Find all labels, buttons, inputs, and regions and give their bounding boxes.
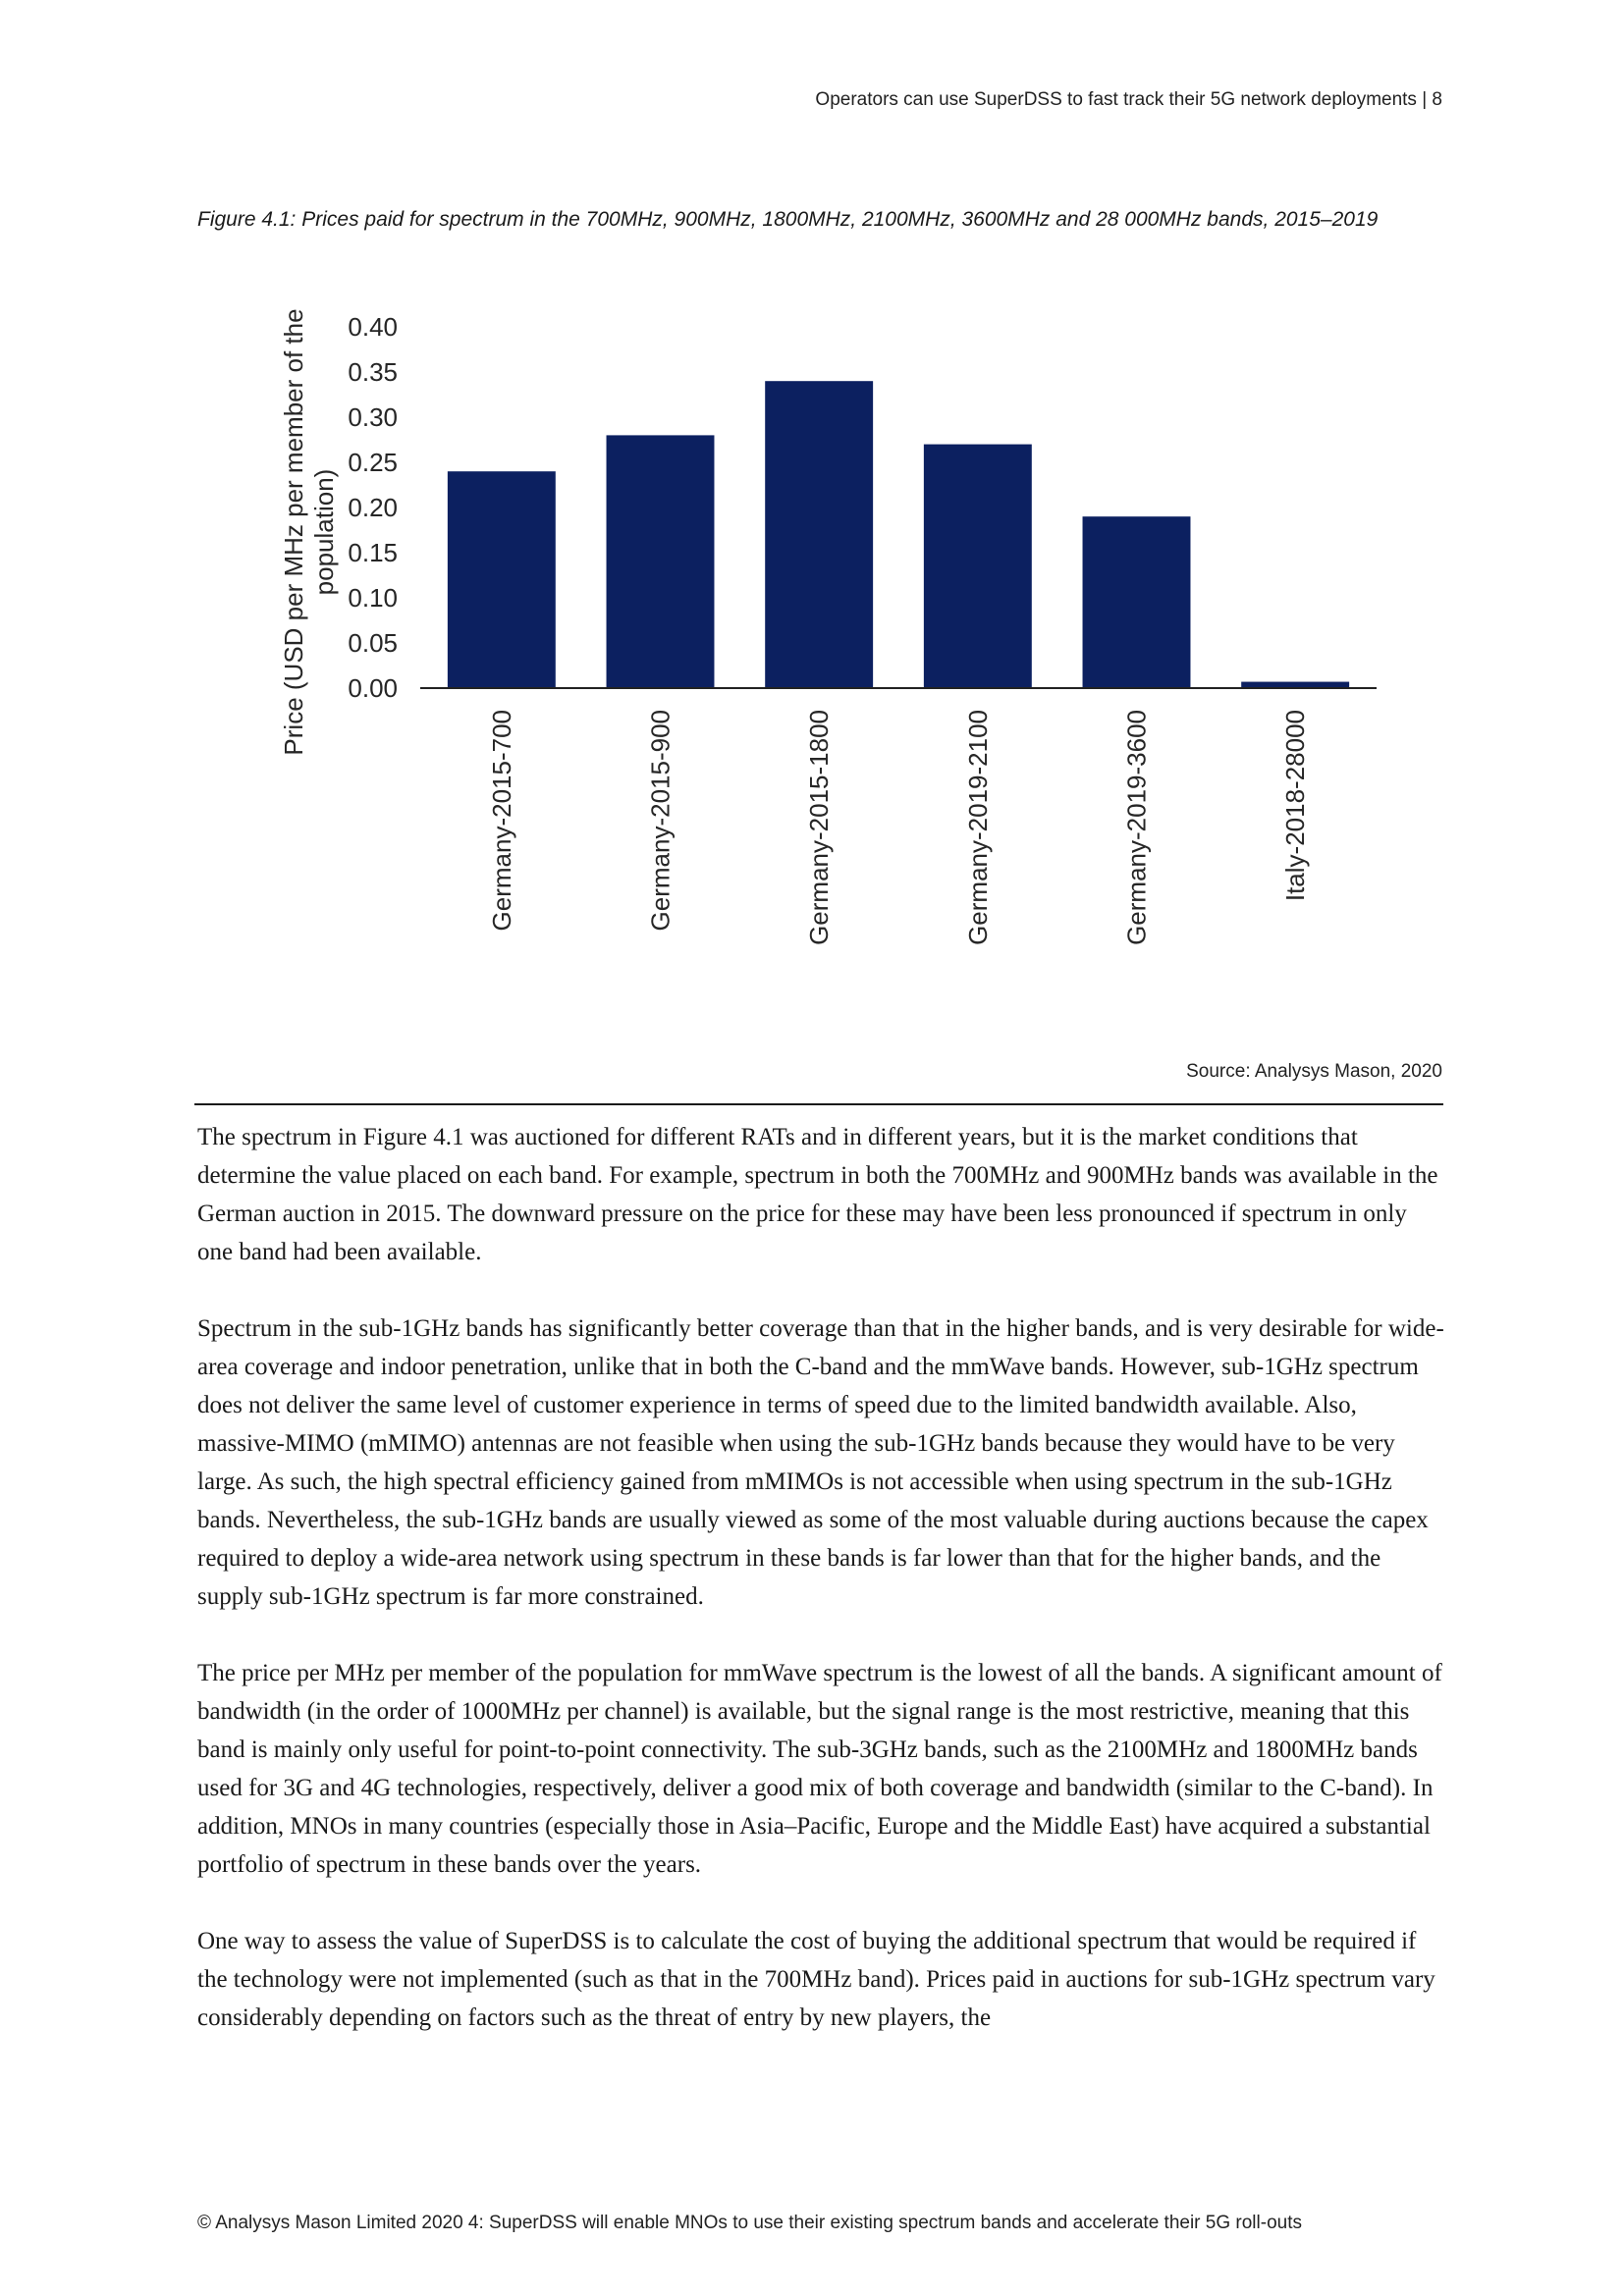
body-paragraph-3: The price per MHz per member of the population for mmWave spectrum is the lowest of all the bands. A significant amount of bandwidth (in the order of 1000MHz per channel) is available, but the signal range is the most restrictive, meaning that this band is mainly only useful for point-to-point connectivity. The sub-3GHz bands, such as the 2100MHz and 1800MHz bands used for 3G and 4G technologies, respectively, deliver a good mix of both coverage and bandwidth (similar to the C-band). In addition, MNOs in many countries (especially those in Asia–Pacific, Europe and the Middle East) have acquired a substantial portfolio of spectrum in these bands over the years.	[197, 1660, 1442, 1878]
figure-caption: Figure 4.1: Prices paid for spectrum in the 700MHz, 900MHz, 1800MHz, 2100MHz, 3600MHz and 28 000MHz bands, 2015–2019	[197, 208, 1379, 231]
bar	[765, 381, 873, 688]
y-tick-label: 0.30	[348, 402, 398, 432]
bar	[924, 445, 1032, 688]
bar-chart	[265, 299, 1443, 987]
y-tick-label: 0.40	[348, 312, 398, 342]
x-tick-label: Germany-2019-3600	[1121, 710, 1152, 945]
body-paragraph-1: The spectrum in Figure 4.1 was auctioned for different RATs and in different years, but it is the market conditions that determine the value placed on each band. For example, spectrum in both the 700MHz and 900MHz bands was available in the German auction in 2015. The downward pressure on the price for these may have been less pronounced if spectrum in only one band had been available.	[197, 1124, 1438, 1265]
y-tick-label: 0.35	[348, 357, 398, 387]
body-paragraph-4: One way to assess the value of SuperDSS is to calculate the cost of buying the additional spectrum that would be required if the technology were not implemented (such as that in the 700MHz band). Prices paid in auctions for sub-1GHz spectrum vary considerably depending on factors such as the threat of entry by new players, the	[197, 1928, 1435, 2031]
running-header: Operators can use SuperDSS to fast track their 5G network deployments | 8	[815, 89, 1442, 110]
body-paragraph-2: Spectrum in the sub-1GHz bands has significantly better coverage than that in the higher bands, and is very desirable for wide-area coverage and indoor penetration, unlike that in both the C-band and the mmWave bands. However, sub-1GHz spectrum does not deliver the same level of customer experience in terms of speed due to the limited bandwidth available. Also, massive-MIMO (mMIMO) antennas are not feasible when using the sub-1GHz bands because they would have to be very large. As such, the high spectral efficiency gained from mMIMOs is not accessible when using spectrum in the sub-1GHz bands. Nevertheless, the sub-1GHz bands are usually viewed as some of the most valuable during auctions because the capex required to deploy a wide-area network using spectrum in these bands is far lower than that for the higher bands, and the supply sub-1GHz spectrum is far more constrained.	[197, 1315, 1444, 1610]
bar	[607, 435, 715, 688]
page-footer: © Analysys Mason Limited 2020 4: SuperDSS will enable MNOs to use their existing spectrum bands and accelerate their 5G roll-outs	[197, 2213, 1302, 2233]
figure-source: Source: Analysys Mason, 2020	[1186, 1061, 1442, 1082]
y-axis-title: Price (USD per MHz per member of thepopulation)	[279, 308, 339, 756]
y-tick-label: 0.20	[348, 493, 398, 522]
bar	[1083, 516, 1191, 688]
x-tick-label: Germany-2015-1800	[804, 710, 835, 945]
x-tick-label: Germany-2019-2100	[962, 710, 993, 945]
y-tick-label: 0.15	[348, 538, 398, 567]
body-text	[197, 1118, 1444, 2075]
section-divider	[194, 1103, 1443, 1105]
y-tick-label: 0.00	[348, 673, 398, 703]
x-tick-label: Italy-2018-28000	[1280, 710, 1311, 902]
bar	[448, 471, 556, 688]
y-tick-label: 0.10	[348, 583, 398, 613]
y-tick-label: 0.05	[348, 628, 398, 658]
x-tick-label: Germany-2015-700	[486, 710, 516, 932]
y-tick-label: 0.25	[348, 448, 398, 477]
x-tick-label: Germany-2015-900	[645, 710, 676, 932]
